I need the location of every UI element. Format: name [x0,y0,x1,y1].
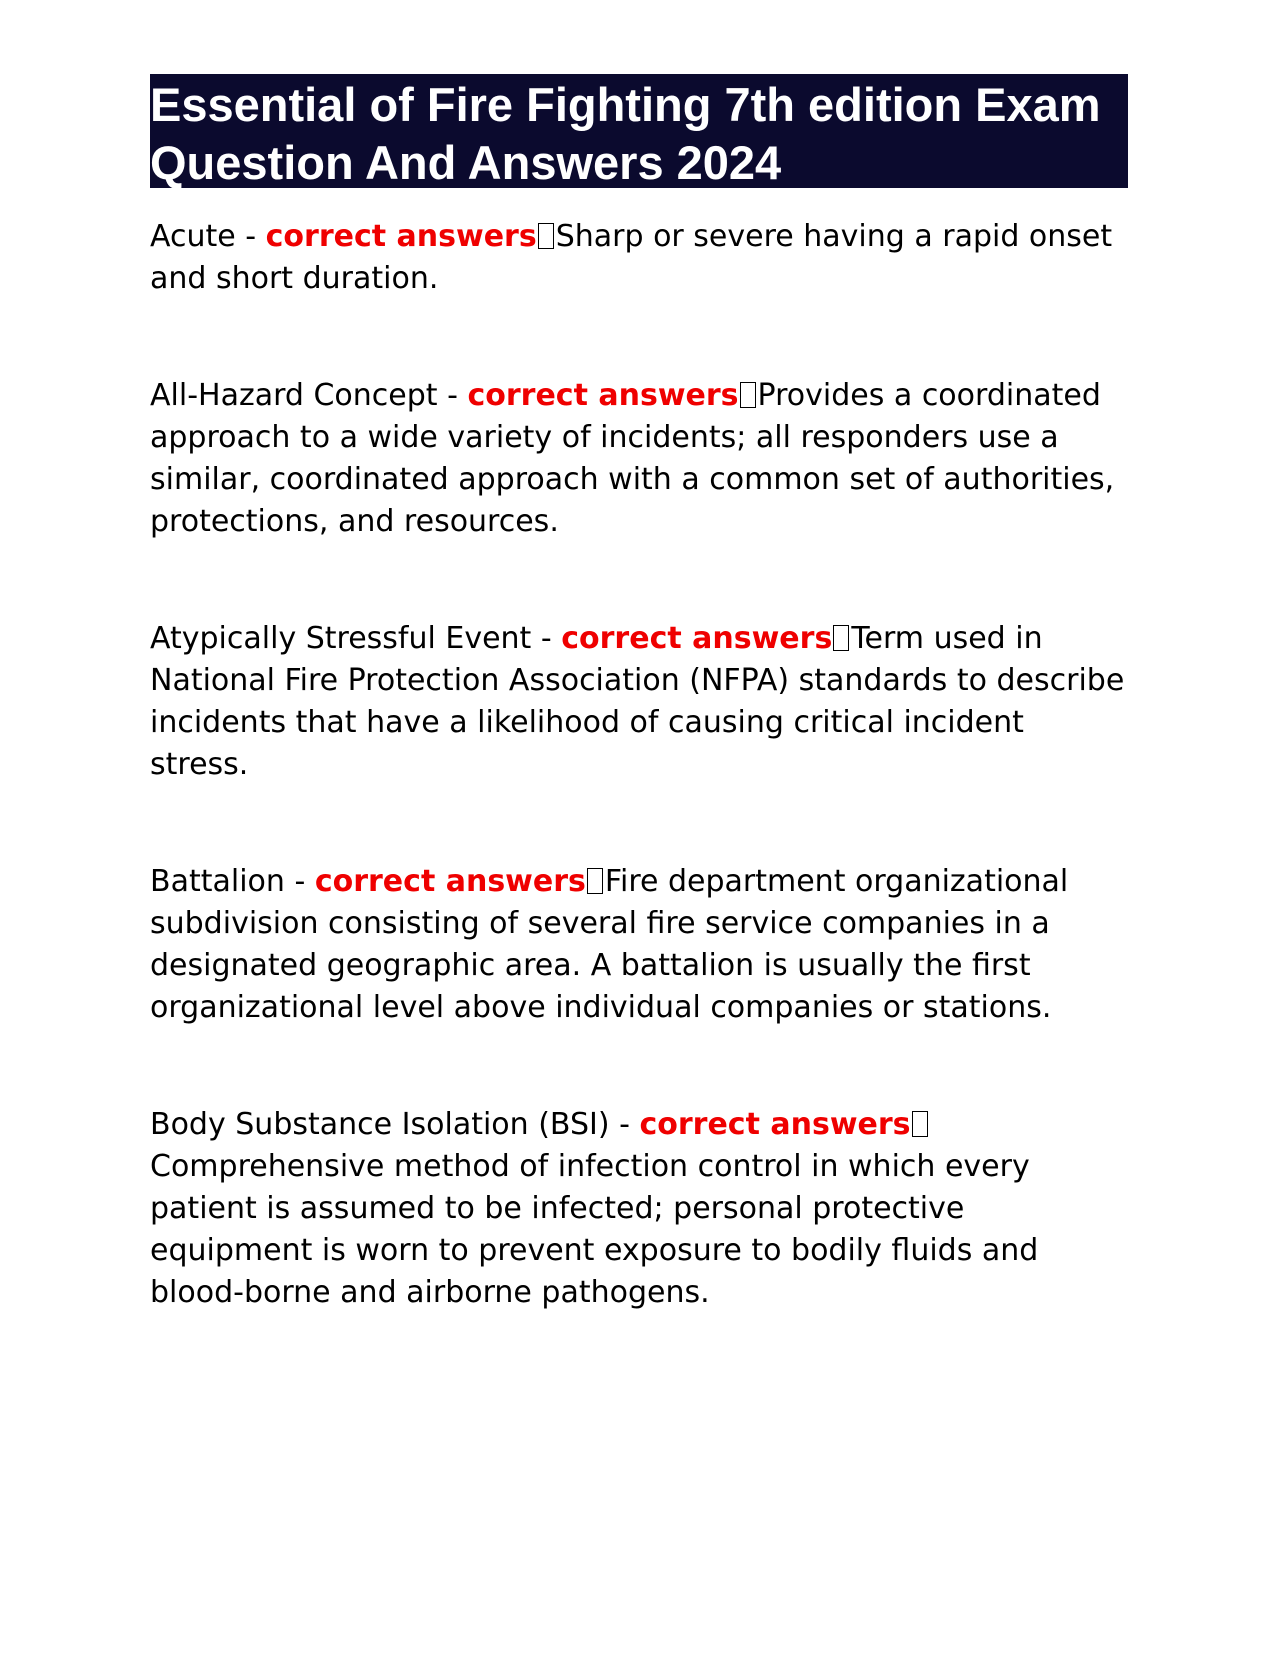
document-page [150,74,1128,1389]
entry-item: Body Substance Isolation (BSI) - correct answersComprehensive method of infection control in which every patient is assumed to be infected; personal protective equipment is worn to prevent exposure to bodily fluids and blood-borne and airborne pathogens. [150,1107,1039,1310]
entry-term: Atypically Stressful Event [150,621,532,656]
entry-definition: Term used in National Fire Protection Association (NFPA) standards to describe incidents that have a likelihood of causing critical incident stress. [150,621,1125,782]
missing-glyph-icon [833,625,849,651]
entry-definition: Fire department organizational subdivision consisting of several fire service companies in a designated geographic area. A battalion is usually the first organizational level above individual companies or stations. [150,864,1069,1025]
entry-definition: Sharp or severe having a rapid onset and short duration. [150,219,1113,296]
entry-definition: Provides a coordinated approach to a wide variety of incidents; all responders use a similar, coordinated approach with a common set of authorities, protections, and resources. [150,378,1115,539]
answer-label: correct answers [314,864,586,899]
entry-term: Body Substance Isolation (BSI) [150,1107,610,1142]
answer-label: correct answers [265,219,537,254]
entry-term: Acute [150,219,236,254]
entry-item: Battalion - correct answers Fire department organizational subdivision consisting of several fire service companies in a designated geographic area. A battalion is usually the first organizational level above individual companies or stations. [150,864,1069,1025]
document-title: Essential of Fire Fighting 7th edition Exam Question And Answers 2024 [150,74,1128,188]
entry-item: Acute - correct answers Sharp or severe having a rapid onset and short duration. [150,219,1113,296]
missing-glyph-icon [912,1111,928,1137]
entry-item: Atypically Stressful Event - correct answers Term used in National Fire Protection Association (NFPA) standards to describe incidents that have a likelihood of causing critical incident stress. [150,621,1125,782]
entry-definition: Comprehensive method of infection control in which every patient is assumed to be infected; personal protective equipment is worn to prevent exposure to bodily fluids and blood-borne and airborne pathogens. [150,1149,1039,1310]
entry-list [150,216,1128,1314]
missing-glyph-icon [740,382,756,408]
missing-glyph-icon [538,223,554,249]
entry-term: Battalion [150,864,285,899]
entry-term: All-Hazard Concept [150,378,438,413]
missing-glyph-icon [587,868,603,894]
answer-label: correct answers [639,1107,911,1142]
answer-label: correct answers [467,378,739,413]
answer-label: correct answers [561,621,833,656]
entry-item: All-Hazard Concept - correct answers Provides a coordinated approach to a wide variety of incidents; all responders use a similar, coordinated approach with a common set of authorities, protections, and resources. [150,378,1115,539]
